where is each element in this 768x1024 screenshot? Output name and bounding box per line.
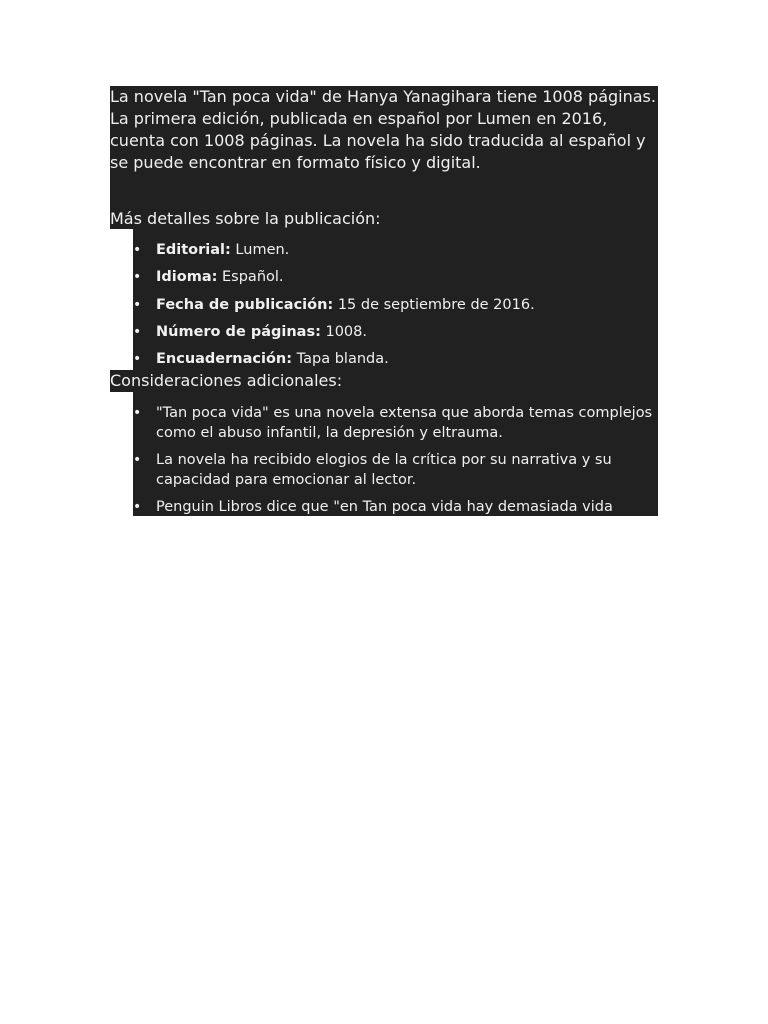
list-item	[133, 295, 658, 315]
list-item	[133, 450, 658, 490]
intro-paragraph: La novela "Tan poca vida" de Hanya Yanagihara tiene 1008 páginas. La primera edición, publicada en español por Lumen en 2016, cuenta con 1008 páginas. La novela ha sido traducida al español y se puede encontrar en formato físico y digital.	[110, 86, 658, 201]
bullet-icon: •	[133, 242, 142, 258]
consideration-text: "Tan poca vida" es una novela extensa que aborda temas complejos como el abuso infantil, la depresión y eltrauma.	[156, 405, 653, 441]
details-list	[133, 229, 658, 370]
list-item	[133, 267, 658, 287]
detail-value: Español.	[217, 269, 284, 285]
detail-value: 1008.	[320, 324, 367, 340]
considerations-heading: Consideraciones adicionales:	[110, 370, 658, 392]
bullet-icon: •	[133, 452, 142, 468]
detail-value: Tapa blanda.	[292, 351, 389, 367]
list-item	[133, 240, 658, 260]
bullet-icon: •	[133, 499, 142, 515]
detail-label: Idioma:	[156, 269, 218, 285]
bullet-icon: •	[133, 269, 142, 285]
bullet-icon: •	[133, 351, 142, 367]
detail-value: Lumen.	[230, 242, 290, 258]
bullet-icon: •	[133, 324, 142, 340]
consideration-text: La novela ha recibido elogios de la crítica por su narrativa y su capacidad para emocionar al lector.	[156, 452, 612, 488]
bullet-icon: •	[133, 405, 142, 421]
list-item	[133, 349, 658, 369]
detail-label: Encuadernación:	[156, 351, 293, 367]
consideration-text: Penguin Libros dice que "en Tan poca vida hay demasiada vida	[156, 499, 613, 515]
detail-label: Número de páginas:	[156, 324, 321, 340]
detail-label: Editorial:	[156, 242, 231, 258]
list-item	[133, 403, 658, 443]
detail-label: Fecha de publicación:	[156, 297, 334, 313]
detail-value: 15 de septiembre de 2016.	[333, 297, 535, 313]
list-item	[133, 322, 658, 342]
list-item	[133, 497, 658, 516]
bullet-icon: •	[133, 297, 142, 313]
considerations-list	[133, 392, 658, 516]
details-heading: Más detalles sobre la publicación:	[110, 201, 658, 229]
